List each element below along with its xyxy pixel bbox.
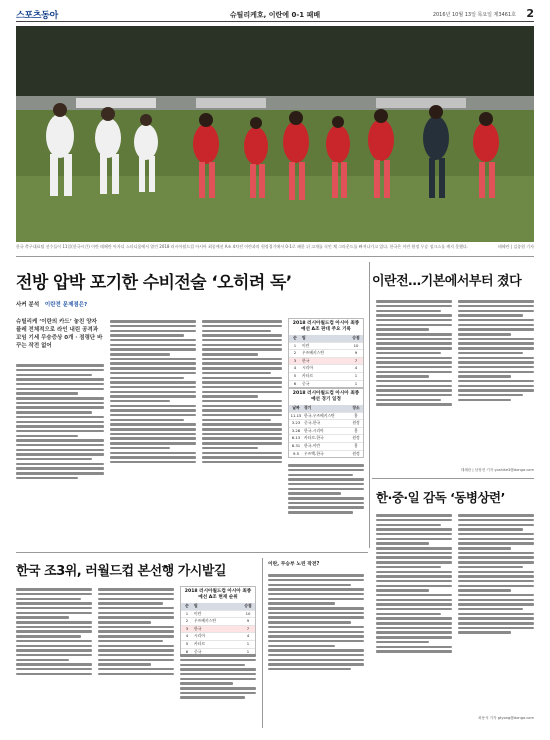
bottom-right-column-1 (376, 512, 452, 728)
table-cell: 5 (293, 372, 297, 378)
bottom-left-column-2 (98, 586, 174, 726)
table-cell: 중국-한국 (304, 420, 321, 426)
table-cell: 1 (185, 610, 189, 616)
main-story-column-1 (16, 362, 104, 546)
table-cell: 5 (185, 640, 189, 646)
stadium-scene-illustration (16, 26, 534, 242)
bottom-right-column-2 (458, 512, 534, 712)
column-header: 팀 (194, 603, 198, 608)
right-story-column-2 (458, 298, 534, 468)
table-row (289, 412, 363, 420)
table-cell: 1 (246, 648, 250, 654)
column-header: 팀 (302, 335, 306, 340)
column-header: 경기 (304, 405, 312, 410)
table-cell: 중국 (194, 648, 202, 654)
main-story-deck: 슈틸리케 ‘이란의 카드’ 놓친 양자 플레 전체적으로 라인 내린 공격과 꼬임 기세 무승증상 0개 · 점령단 바꾸는 작전 없어 (16, 319, 103, 349)
masthead (16, 8, 534, 22)
table-cell: 시리아 (194, 633, 206, 639)
table-cell: 이란 (194, 610, 202, 616)
table-cell: 7 (246, 625, 250, 631)
schedule-table (288, 388, 364, 458)
table-cell: 1 (246, 640, 250, 646)
publication-date: 2016년 10월 13일 목요일 제3461호 (432, 12, 516, 18)
table-row (289, 380, 363, 388)
table-row (289, 442, 363, 450)
main-story-column-2 (110, 318, 196, 546)
table-cell: 1 (354, 380, 358, 386)
table-header (289, 405, 363, 412)
table-cell: 우즈베키스탄 (302, 350, 325, 356)
table-cell: 11.15 (290, 412, 302, 418)
table-row (289, 364, 363, 372)
table-cell: 4 (246, 633, 250, 639)
bottom-right-headline: 한·중·일 감독 ‘동병상련’ (376, 490, 505, 505)
photo-caption (16, 244, 534, 249)
table-cell: 6 (185, 648, 189, 654)
table-cell: 한국 (302, 357, 310, 363)
kicker-line (16, 300, 87, 308)
table-row (289, 434, 363, 442)
divider (372, 478, 534, 479)
divider (16, 256, 534, 257)
table-cell: 1 (293, 342, 297, 348)
table-cell: 9.5 (292, 450, 300, 456)
table-cell: 3.23 (291, 420, 301, 426)
table-cell: 이란 (302, 342, 310, 348)
bottom-right-byline: 최용석 기자 gtyong@donga.com (478, 716, 534, 720)
table-row (289, 372, 363, 380)
right-story-byline: 테헤란 | 남장현 기자 yoshike3@donga.com (460, 468, 534, 472)
table-cell: 2 (293, 350, 297, 356)
table-cell: 7 (354, 357, 358, 363)
table-cell: 8.31 (291, 442, 301, 448)
divider (16, 552, 368, 553)
table-cell: 원정 (352, 450, 360, 456)
table-cell: 시리아 (302, 365, 314, 371)
table-cell: 카타르 (302, 372, 314, 378)
table-title: 2018 러시아월드컵 아시아 최종예선 A조 판대 주요 기록 (292, 321, 360, 332)
page-number: 2 (526, 7, 534, 20)
kicker-label: 사커 분석 (16, 302, 40, 308)
table-cell: 3 (185, 625, 189, 631)
main-story-column-3 (202, 318, 282, 546)
table-cell: 6 (293, 380, 297, 386)
table-row (289, 419, 363, 427)
table-cell: 홈 (354, 427, 358, 433)
main-headline: 전방 압박 포기한 수비전술 ‘오히려 독’ (16, 273, 292, 293)
main-photo (16, 26, 534, 242)
section-title: 슈틸리케호, 이란에 0-1 패배 (229, 10, 321, 19)
bottom-left-column-1 (16, 586, 92, 726)
newspaper-logo: 스포츠동아 (16, 10, 58, 20)
table-cell: 4 (354, 365, 358, 371)
table-cell: 원정 (352, 435, 360, 441)
bottom-left-column-3 (180, 652, 256, 726)
table-cell: 10 (245, 610, 251, 616)
table-cell: 원정 (352, 420, 360, 426)
table-title: 2018 러시아월드컵 아시아 최종예선 A조 현재 순위 (184, 589, 252, 600)
table-cell: 홈 (354, 442, 358, 448)
bottom-middle-column (268, 572, 364, 726)
table-row (289, 342, 363, 350)
kicker-text: 이란전 문제점은? (44, 302, 88, 308)
bottom-left-headline: 한국 조3위, 러월드컵 본선행 가시밭길 (16, 564, 226, 579)
table-cell: 한국-시리아 (304, 427, 324, 433)
table-cell: 2 (185, 618, 189, 624)
photo-credit: 테헤란 | 김종원 기자 (497, 244, 534, 249)
table-cell: 3.28 (291, 427, 301, 433)
table-row (181, 610, 255, 618)
table-row (289, 349, 363, 357)
table-cell: 우즈벡-한국 (304, 450, 324, 456)
table-row (181, 640, 255, 648)
table-cell: 한국-이란 (304, 442, 321, 448)
main-story-column-4 (288, 462, 364, 546)
table-row (289, 427, 363, 435)
right-story-column-1 (376, 298, 452, 474)
column-header: 승점 (244, 603, 252, 608)
column-header: 순 (185, 603, 189, 608)
table-cell: 4 (185, 633, 189, 639)
table-header (181, 603, 255, 610)
table-cell: 1 (354, 372, 358, 378)
table-cell: 한국 (194, 625, 202, 631)
column-header: 날짜 (292, 405, 300, 410)
table-row (181, 632, 255, 640)
table-row (289, 450, 363, 458)
table-cell: 9 (246, 618, 250, 624)
table-row (181, 617, 255, 625)
column-divider (262, 558, 263, 728)
table-cell: 카타르-한국 (304, 435, 324, 441)
column-divider (369, 262, 370, 548)
table-cell: 한국-우즈베키스탄 (304, 412, 335, 418)
table-cell: 10 (353, 342, 359, 348)
table-row (181, 625, 255, 633)
table-cell: 4 (293, 365, 297, 371)
standings-table (288, 318, 364, 388)
table-cell: 6.13 (291, 435, 301, 441)
column-header: 승점 (352, 335, 360, 340)
caption-text: 한국 축구대표팀 선수들이 11일(한국시간) 이란 테헤란 아자디 스타디움에서 열린 2018 러시아월드컵 아시아 최종예선 A조 4차전 이란과의 원정경기에서 0-1로 패한 뒤 고개를 숙인 채 그라운드를 빠져나가고 있다. 한국은 이란 원정 무승 징크스를 깨지 못했다. (16, 244, 469, 249)
table-cell: 중국 (302, 380, 310, 386)
table-cell: 카타르 (194, 640, 206, 646)
table-title: 2018 러시아월드컵 아시아 최종예선 경기 일정 (292, 391, 360, 402)
column-header: 장소 (352, 405, 360, 410)
table-cell: 9 (354, 350, 358, 356)
table-cell: 3 (293, 357, 297, 363)
bottom-middle-box-head: 이란, 무승부 노린 작전? (268, 562, 320, 567)
table-row (289, 357, 363, 365)
column-header: 순 (293, 335, 297, 340)
bottom-standings-table (180, 586, 256, 656)
table-cell: 홈 (354, 412, 358, 418)
table-header (289, 335, 363, 342)
right-headline: 이란전…기본에서부터 졌다 (372, 274, 522, 289)
table-cell: 우즈베키스탄 (194, 618, 217, 624)
